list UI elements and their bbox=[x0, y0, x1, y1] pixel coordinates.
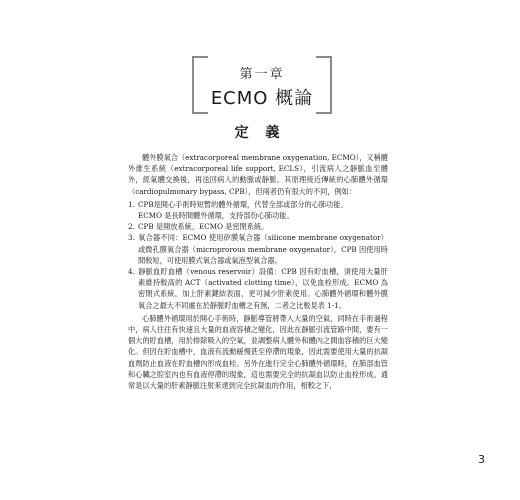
comparison-list bbox=[128, 199, 388, 311]
list-item bbox=[128, 232, 388, 266]
list-item bbox=[128, 266, 388, 311]
page-number: 3 bbox=[478, 453, 485, 466]
list-item bbox=[128, 199, 388, 221]
list-number: 3. bbox=[128, 233, 135, 243]
list-number: 1. bbox=[128, 199, 135, 209]
intro-paragraph: 體外膜氧合（extracorporeal membrane oxygenation, ECMO），又稱體外維生系統（extracorporeal life support, ECLS），引流病人之靜脈血至體外，經氣體交換後，再送回病人的動脈或靜脈。其原理接近傳統的心肺體外循環（cardiopulmonary bypass, CPB），但兩者仍有很大的不同，例如： bbox=[128, 153, 388, 196]
chapter-header bbox=[192, 56, 332, 114]
list-text: 靜脈血貯血槽（venous reservoir）設備：CPB 因有貯血槽，須使用大量肝素維持較高的 ACT（activated clotting time），以免血栓形成。ECMO 為密閉式系統，加上肝素鍵結表面，更可減少肝素使用。心肺體外循環和體外膜氧合之最大不同處在於靜脈貯血槽之有無，二者之比較見表 1-1。 bbox=[138, 267, 388, 310]
list-text: 氧合器不同：ECMO 使用矽膜氧合器（silicone membrane oxygenator）或微孔膜氧合器（microprorous membrane oxygenator），CPB 因使用時間較短，可使用膜式氧合器或氣泡型氧合器。 bbox=[138, 233, 388, 265]
body-text bbox=[128, 152, 388, 391]
list-text: CPB是開心手術時短暫的體外循環，代替全部或部分的心肺功能。 bbox=[138, 199, 348, 209]
frame-corner bbox=[316, 56, 330, 58]
list-text: CPB 是開放系統，ECMO 是密閉系統。 bbox=[138, 222, 269, 232]
frame-corner bbox=[316, 112, 330, 114]
list-number: 2. bbox=[128, 222, 135, 232]
list-item bbox=[128, 221, 388, 232]
chapter-title: ECMO 概論 bbox=[210, 88, 314, 109]
closing-paragraph: 心肺體外循環用於開心手術時，靜脈導管將帶入大量的空氣，同時在手術過程中，病人往往有快速且大量的血液容積之變化，因此在靜脈引流管路中間，要有一個大的貯血槽，用於排除吸入的空氣，並調整病人體外和體內之間血容積的巨大變化。但因在貯血槽中，血液有流動緩慢甚至停滯的現象，因此需要使用大量的抗凝血劑防止血液在貯血槽內形成血栓。另外在進行完全心肺體外循環時，在肺部血管和心臟之腔室內也有血液停滯的現象，這也需要完全的抗凝血以防止血栓形成。通常是以大量的肝素靜脈注射來達到完全抗凝血的作用，相較之下， bbox=[128, 313, 388, 391]
section-title: 定 義 bbox=[234, 125, 286, 141]
list-subtext: ECMO 是長時間體外循環，支持部份心肺功能。 bbox=[138, 211, 294, 221]
chapter-number: 第一章 bbox=[239, 67, 285, 82]
list-number: 4. bbox=[128, 267, 135, 277]
